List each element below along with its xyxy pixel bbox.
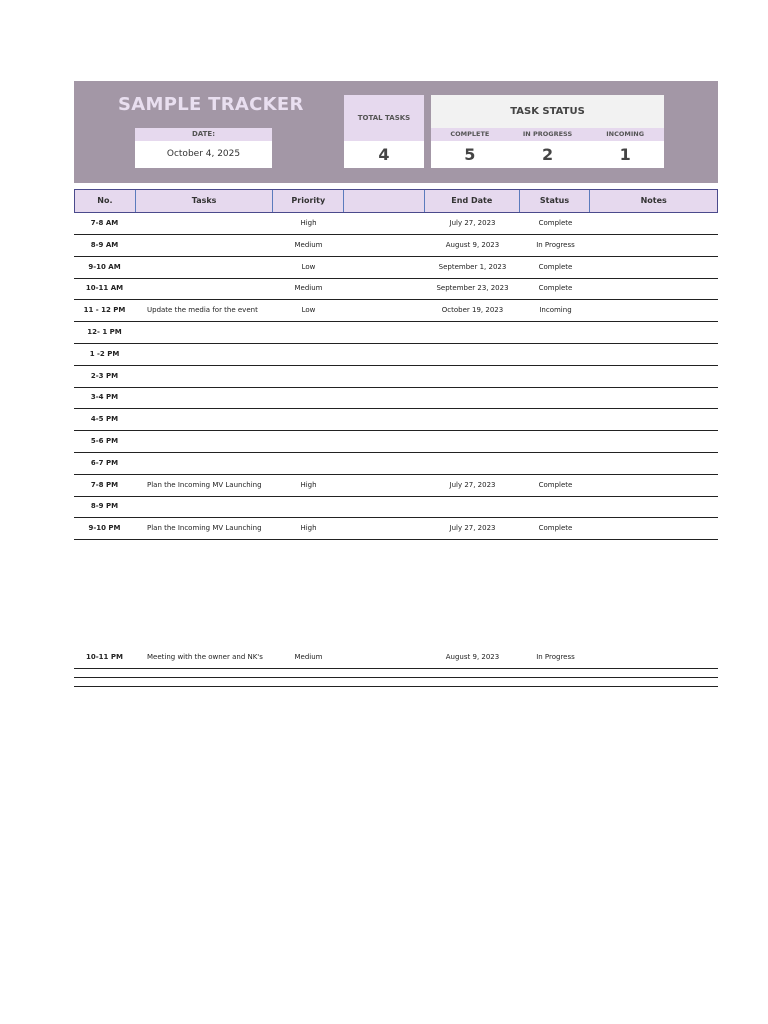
row-notes[interactable]: [591, 322, 718, 343]
row-priority[interactable]: [273, 322, 344, 343]
row-time[interactable]: 2-3 PM: [90, 372, 119, 380]
row-priority[interactable]: Low: [301, 306, 316, 314]
row-task[interactable]: [135, 278, 273, 299]
row-status[interactable]: Incoming: [539, 306, 572, 314]
column-header-tasks[interactable]: Tasks: [136, 190, 274, 212]
table-divider: [74, 668, 718, 669]
row-priority[interactable]: Low: [301, 263, 316, 271]
table-header: [74, 189, 718, 213]
row-notes[interactable]: [591, 235, 718, 256]
date-box: [135, 128, 272, 168]
row-time[interactable]: 9-10 AM: [88, 263, 121, 271]
row-time[interactable]: 1 -2 PM: [89, 350, 120, 358]
row-extra[interactable]: [344, 496, 425, 517]
row-time[interactable]: 10-11 PM: [86, 653, 123, 661]
row-time[interactable]: 9-10 PM: [88, 524, 121, 532]
date-label: DATE:: [135, 128, 272, 141]
total-tasks-value: 4: [344, 141, 424, 168]
row-end-date[interactable]: October 19, 2023: [441, 306, 504, 314]
row-task[interactable]: [135, 344, 273, 365]
row-task[interactable]: Meeting with the owner and NK's: [147, 653, 263, 661]
row-priority[interactable]: Medium: [294, 284, 323, 292]
row-end-date[interactable]: [425, 322, 520, 343]
row-notes[interactable]: [591, 213, 718, 234]
row-status[interactable]: [520, 322, 591, 343]
row-task[interactable]: Plan the Incoming MV Launching: [147, 481, 262, 489]
table-divider: [74, 677, 718, 678]
row-status[interactable]: In Progress: [536, 241, 575, 249]
row-time[interactable]: 8-9 PM: [90, 502, 119, 510]
row-priority[interactable]: [273, 366, 344, 387]
row-extra[interactable]: [344, 322, 425, 343]
row-end-date[interactable]: August 9, 2023: [445, 653, 500, 661]
table-divider: [74, 686, 718, 687]
row-extra[interactable]: [344, 366, 425, 387]
row-end-date[interactable]: [425, 344, 520, 365]
row-extra[interactable]: [344, 647, 425, 668]
row-priority[interactable]: High: [300, 219, 317, 227]
table-row[interactable]: [74, 453, 718, 475]
row-notes[interactable]: [591, 344, 718, 365]
column-header-notes[interactable]: Notes: [640, 196, 667, 205]
row-task[interactable]: [135, 235, 273, 256]
table-row[interactable]: [74, 278, 718, 300]
row-notes[interactable]: [591, 278, 718, 299]
row-status[interactable]: [520, 366, 591, 387]
row-time[interactable]: 3-4 PM: [90, 393, 119, 401]
incoming-label: INCOMING: [606, 130, 645, 138]
row-end-date[interactable]: [425, 431, 520, 452]
row-priority[interactable]: High: [300, 481, 317, 489]
row-notes[interactable]: [591, 257, 718, 278]
row-extra[interactable]: [344, 344, 425, 365]
total-tasks-box: [344, 95, 424, 168]
row-extra[interactable]: [344, 213, 425, 234]
table-row[interactable]: [74, 322, 718, 344]
row-notes[interactable]: [591, 647, 718, 668]
task-status-values: [431, 141, 664, 168]
complete-label: COMPLETE: [450, 130, 490, 138]
task-status-title: TASK STATUS: [431, 95, 664, 128]
row-end-date[interactable]: [425, 387, 520, 408]
complete-count: 5: [464, 145, 476, 164]
row-status[interactable]: Complete: [538, 284, 573, 292]
row-notes[interactable]: [591, 496, 718, 517]
column-header-status[interactable]: Status: [520, 190, 591, 212]
row-notes[interactable]: [591, 518, 718, 539]
row-time[interactable]: 7-8 AM: [90, 219, 119, 227]
row-extra[interactable]: [344, 387, 425, 408]
row-end-date[interactable]: [425, 453, 520, 474]
column-header-no[interactable]: No.: [75, 190, 136, 212]
row-end-date[interactable]: September 1, 2023: [438, 263, 507, 271]
row-end-date[interactable]: July 27, 2023: [449, 219, 496, 227]
table-row[interactable]: [74, 235, 718, 257]
row-task[interactable]: [135, 257, 273, 278]
row-priority[interactable]: High: [300, 524, 317, 532]
row-priority[interactable]: [273, 453, 344, 474]
row-task[interactable]: [135, 496, 273, 517]
column-header-priority[interactable]: Priority: [273, 190, 344, 212]
in-progress-count: 2: [541, 145, 554, 164]
row-task[interactable]: Plan the Incoming MV Launching: [147, 524, 262, 532]
row-notes[interactable]: [591, 453, 718, 474]
row-time[interactable]: 6-7 PM: [90, 459, 119, 467]
row-notes[interactable]: [591, 300, 718, 321]
row-status[interactable]: In Progress: [536, 653, 575, 661]
row-status[interactable]: Complete: [538, 263, 573, 271]
row-priority[interactable]: [273, 344, 344, 365]
table-row[interactable]: [74, 366, 718, 388]
in-progress-label: IN PROGRESS: [522, 130, 573, 138]
table-row[interactable]: [74, 257, 718, 279]
row-extra[interactable]: [344, 453, 425, 474]
row-priority[interactable]: [273, 431, 344, 452]
row-end-date[interactable]: July 27, 2023: [449, 481, 496, 489]
table-row[interactable]: [74, 496, 718, 518]
table-row[interactable]: [74, 409, 718, 431]
row-task[interactable]: [135, 453, 273, 474]
row-task[interactable]: [135, 431, 273, 452]
row-extra[interactable]: [344, 409, 425, 430]
row-time[interactable]: 12- 1 PM: [87, 328, 122, 336]
row-time[interactable]: 4-5 PM: [90, 415, 119, 423]
task-status-box: [431, 95, 664, 168]
row-end-date[interactable]: August 9, 2023: [445, 241, 500, 249]
row-end-date[interactable]: July 27, 2023: [449, 524, 496, 532]
table-row[interactable]: [74, 431, 718, 453]
row-extra[interactable]: [344, 475, 425, 496]
row-notes[interactable]: [591, 431, 718, 452]
table-row[interactable]: [74, 213, 718, 235]
row-priority[interactable]: Medium: [294, 241, 323, 249]
row-time[interactable]: 5-6 PM: [90, 437, 119, 445]
row-extra[interactable]: [344, 235, 425, 256]
page-title: SAMPLE TRACKER: [118, 94, 304, 115]
row-priority[interactable]: Medium: [294, 653, 323, 661]
row-time[interactable]: 11 - 12 PM: [83, 306, 126, 314]
row-task[interactable]: Update the media for the event: [147, 306, 258, 314]
row-task[interactable]: [135, 387, 273, 408]
row-notes[interactable]: [591, 366, 718, 387]
row-notes[interactable]: [591, 409, 718, 430]
row-status[interactable]: Complete: [538, 219, 573, 227]
row-task[interactable]: [135, 366, 273, 387]
table-row[interactable]: [74, 300, 718, 322]
table-row[interactable]: [74, 518, 718, 540]
row-notes[interactable]: [591, 387, 718, 408]
date-value[interactable]: October 4, 2025: [166, 149, 241, 159]
row-task[interactable]: [135, 322, 273, 343]
row-extra[interactable]: [344, 300, 425, 321]
row-status[interactable]: [520, 387, 591, 408]
table-row[interactable]: [74, 647, 718, 669]
row-priority[interactable]: [273, 496, 344, 517]
row-status[interactable]: [520, 409, 591, 430]
row-task[interactable]: [135, 213, 273, 234]
row-end-date[interactable]: September 23, 2023: [436, 284, 509, 292]
row-time[interactable]: 7-8 PM: [90, 481, 119, 489]
row-status[interactable]: [520, 344, 591, 365]
row-notes[interactable]: [591, 475, 718, 496]
row-end-date[interactable]: [425, 409, 520, 430]
column-header-blank[interactable]: [344, 190, 425, 212]
row-end-date[interactable]: [425, 496, 520, 517]
row-time[interactable]: 10-11 AM: [85, 284, 124, 292]
row-status[interactable]: [520, 431, 591, 452]
row-extra[interactable]: [344, 278, 425, 299]
row-end-date[interactable]: [425, 366, 520, 387]
incoming-count: 1: [619, 145, 631, 164]
row-priority[interactable]: [273, 409, 344, 430]
row-priority[interactable]: [273, 387, 344, 408]
row-status[interactable]: Complete: [538, 524, 573, 532]
table-row[interactable]: [74, 387, 718, 409]
row-status[interactable]: Complete: [538, 481, 573, 489]
column-header-end-date[interactable]: End Date: [425, 190, 520, 212]
task-status-labels: [431, 128, 664, 141]
total-tasks-label: TOTAL TASKS: [344, 95, 424, 141]
row-extra[interactable]: [344, 518, 425, 539]
row-status[interactable]: [520, 453, 591, 474]
row-task[interactable]: [135, 409, 273, 430]
row-extra[interactable]: [344, 431, 425, 452]
table-row[interactable]: [74, 475, 718, 497]
row-status[interactable]: [520, 496, 591, 517]
row-extra[interactable]: [344, 257, 425, 278]
row-time[interactable]: 8-9 AM: [90, 241, 119, 249]
table-row[interactable]: [74, 344, 718, 366]
